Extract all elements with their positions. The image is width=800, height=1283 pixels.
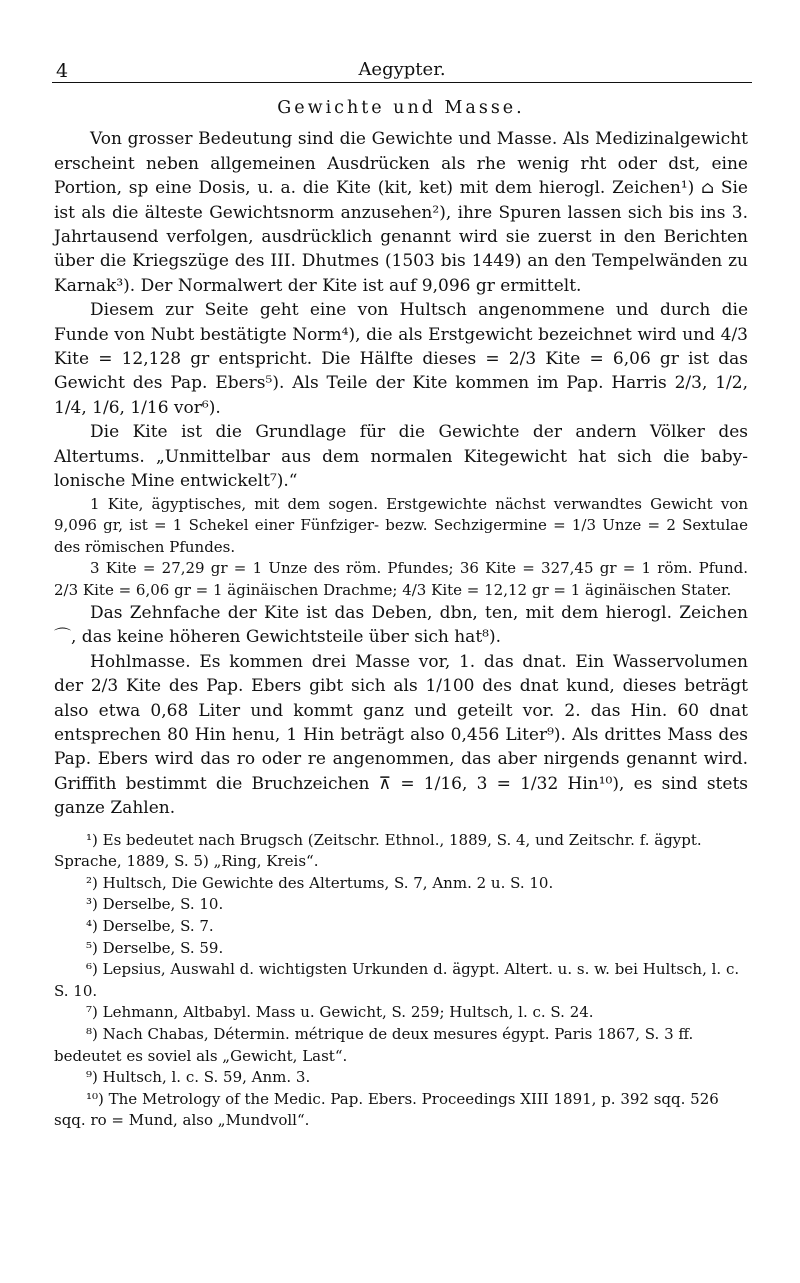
paragraph-2: Diesem zur Seite geht eine von Hultsch angenommene und durch die Funde von Nubt bestätigte Norm⁴), die als Erstgewicht bezeichnet wird und 4/3 Kite = 12,128 gr entspricht. Die Hälfte dieses = 2/3 Kite = 6,06 gr ist das Gewicht des Pap. Ebers⁵). Als Teile der Kite kommen im Pap. Harris 2/3, 1/2, 1/4, 1/6, 1/16 vor⁶). <box>54 300 748 418</box>
footnote-3: ³) Derselbe, S. 10. <box>86 895 224 914</box>
paragraph-4: 1 Kite, ägyptisches, mit dem sogen. Erstgewichte nächst verwandtes Gewicht von 9,096 gr, ist = 1 Schekel einer Fünfziger- bezw. Sechzigermine = 1/3 Unze = 2 Sextulae des römischen Pfundes. <box>54 494 748 556</box>
paragraph-7: Hohlmasse. Es kommen drei Masse vor, 1. das dnat. Ein Wasservolumen der 2/3 Kite des Pap. Ebers gibt sich als 1/100 des dnat kund, dieses beträgt also etwa 0,68 Liter und kommt ganz und geteilt vor. 2. das Hin. 60 dnat entsprechen 80 Hin henu, 1 Hin beträgt also 0,456 Liter⁹). Als drittes Mass des Pap. Ebers wird das ro oder re angenommen, das aber nirgends genannt wird. Griffith bestimmt die Bruchzeichen ⊼ = 1/16, 3 = 1/32 Hin¹⁰), es sind stets ganze Zahlen. <box>54 651 748 819</box>
page-number: 4 <box>56 60 69 82</box>
footnotes <box>54 830 748 1132</box>
footnote-5: ⁵) Derselbe, S. 59. <box>86 938 224 957</box>
running-head: Aegypter. <box>358 59 446 80</box>
footnote-1: ¹) Es bedeutet nach Brugsch (Zeitschr. Ethnol., 1889, S. 4, und Zeitschr. f. ägypt. Sprache, 1889, S. 5) „Ring, Kreis“. <box>54 830 702 871</box>
footnote-9: ⁹) Hultsch, l. c. S. 59, Anm. 3. <box>86 1068 311 1087</box>
footnote-2: ²) Hultsch, Die Gewichte des Altertums, S. 7, Anm. 2 u. S. 10. <box>86 873 554 892</box>
footnote-6: ⁶) Lepsius, Auswahl d. wichtigsten Urkunden d. ägypt. Altert. u. s. w. bei Hultsch, l. c. S. 10. <box>54 960 740 1000</box>
footnote-10: ¹⁰) The Metrology of the Medic. Pap. Ebers. Proceedings XIII 1891, p. 392 sqq. 526 sqq. ro = Mund, also „Mundvoll“. <box>54 1089 719 1130</box>
paragraph-1: Von grosser Bedeutung sind die Gewichte und Masse. Als Medizinalgewicht erscheint neben allgemeinen Ausdrücken als rhe wenig rht oder dst, eine Portion, sp eine Dosis, u. a. die Kite (kit, ket) mit dem hierogl. Zeichen¹) ⌂ Sie ist als die älteste Gewichtsnorm anzusehen²), ihre Spuren lassen sich bis ins 3. Jahrtausend verfolgen, ausdrücklich genannt wird sie zuerst in den Berichten über die Kriegszüge des III. Dhutmes (1503 bis 1449) an den Tempelwänden zu Karnak³). Der Normalwert der Kite ist auf 9,096 gr ermittelt. <box>54 129 748 296</box>
paragraph-5: 3 Kite = 27,29 gr = 1 Unze des röm. Pfundes; 36 Kite = 327,45 gr = 1 röm. Pfund. 2/3 Kite = 6,06 gr = 1 äginäischen Drachme; 4/3 Kite = 12,12 gr = 1 äginäischen Stater. <box>54 559 748 599</box>
section-title: Gewichte und Masse. <box>277 98 525 118</box>
footnote-7: ⁷) Lehmann, Altbabyl. Mass u. Gewicht, S. 259; Hultsch, l. c. S. 24. <box>86 1003 594 1022</box>
page-header <box>52 58 752 83</box>
main-text <box>54 96 748 1132</box>
paragraph-6: Das Zehnfache der Kite ist das Deben, dbn, ten, mit dem hierogl. Zeichen ⌒, das keine höheren Gewichtsteile über sich hat⁸). <box>54 603 748 648</box>
paragraph-3: Die Kite ist die Grundlage für die Gewichte der andern Völker des Altertums. „Unmittelbar aus dem normalen Kitegewicht hat sich die babylonische Mine entwickelt⁷).“ <box>54 422 748 492</box>
footnote-8: ⁸) Nach Chabas, Détermin. métrique de deux mesures égypt. Paris 1867, S. 3 ff. bedeutet es soviel als „Gewicht, Last“. <box>54 1025 694 1065</box>
footnote-4: ⁴) Derselbe, S. 7. <box>86 917 214 936</box>
